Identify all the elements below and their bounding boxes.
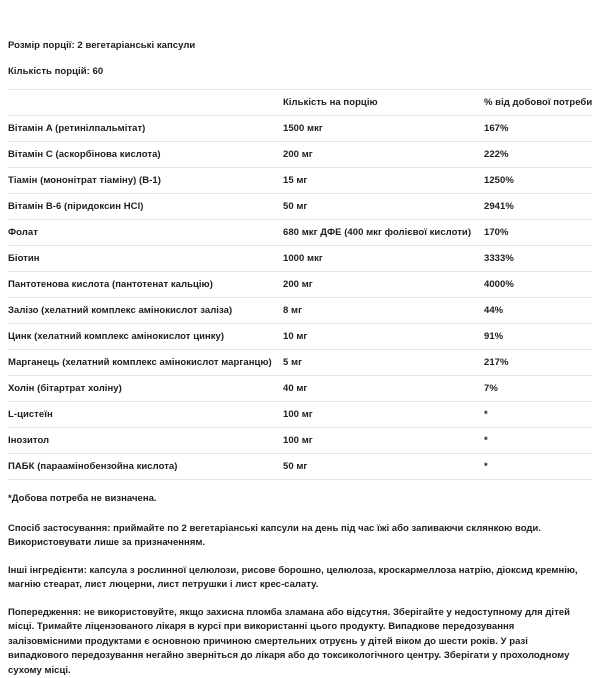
cell-nutrient: Пантотенова кислота (пантотенат кальцію) [8, 272, 283, 298]
cell-nutrient: Вітамін B-6 (піридоксин HCl) [8, 194, 283, 220]
cell-percent-daily-value: 167% [484, 116, 592, 142]
cell-nutrient: Марганець (хелатний комплекс амінокислот марганцю) [8, 350, 283, 376]
cell-amount: 100 мг [283, 402, 484, 428]
cell-nutrient: Цинк (хелатний комплекс амінокислот цинку) [8, 324, 283, 350]
cell-percent-daily-value: 91% [484, 324, 592, 350]
table-body [8, 116, 592, 480]
serving-info-block [8, 0, 592, 78]
cell-percent-daily-value: 3333% [484, 246, 592, 272]
supplement-facts-table [8, 89, 592, 480]
cell-amount: 5 мг [283, 350, 484, 376]
cell-nutrient: Біотин [8, 246, 283, 272]
table-row [8, 324, 592, 350]
cell-percent-daily-value: 44% [484, 298, 592, 324]
column-header-percent-daily-value: % від добової потреби [484, 90, 592, 116]
cell-amount: 1000 мкг [283, 246, 484, 272]
column-header-amount-per-serving: Кількість на порцію [283, 90, 484, 116]
cell-percent-daily-value: 217% [484, 350, 592, 376]
cell-amount: 10 мг [283, 324, 484, 350]
cell-nutrient: Вітамін C (аскорбінова кислота) [8, 142, 283, 168]
cell-nutrient: Залізо (хелатний комплекс амінокислот заліза) [8, 298, 283, 324]
cell-percent-daily-value: 1250% [484, 168, 592, 194]
table-row [8, 350, 592, 376]
cell-amount: 680 мкг ДФЕ (400 мкг фолієвої кислоти) [283, 220, 484, 246]
table-row [8, 220, 592, 246]
cell-percent-daily-value: 7% [484, 376, 592, 402]
table-header-row [8, 90, 592, 116]
cell-amount: 15 мг [283, 168, 484, 194]
table-row [8, 272, 592, 298]
table-row [8, 168, 592, 194]
table-row [8, 246, 592, 272]
cell-nutrient: ПАБК (параамінобензойна кислота) [8, 454, 283, 480]
cell-nutrient: Фолат [8, 220, 283, 246]
cell-percent-daily-value: * [484, 402, 592, 428]
notes-section [8, 480, 592, 678]
cell-amount: 50 мг [283, 454, 484, 480]
cell-amount: 8 мг [283, 298, 484, 324]
cell-amount: 100 мг [283, 428, 484, 454]
table-row [8, 376, 592, 402]
table-row [8, 142, 592, 168]
cell-nutrient: Тіамін (мононітрат тіаміну) (B-1) [8, 168, 283, 194]
column-header-nutrient [8, 90, 283, 116]
cell-percent-daily-value: 170% [484, 220, 592, 246]
table-row [8, 428, 592, 454]
cell-amount: 50 мг [283, 194, 484, 220]
cell-nutrient: Інозитол [8, 428, 283, 454]
table-row [8, 402, 592, 428]
table-row [8, 454, 592, 480]
table-header [8, 90, 592, 116]
other-ingredients-text: Інші інгредієнти: капсула з рослинної целюлози, рисове борошно, целюлоза, кроскармеллоза натрію, діоксид кремнію, магнію стеарат, лист люцерни, лист петрушки і лист крес-салату. [8, 564, 588, 593]
cell-amount: 1500 мкг [283, 116, 484, 142]
cell-amount: 200 мг [283, 272, 484, 298]
directions-text: Спосіб застосування: приймайте по 2 вегетаріанські капсули на день під час їжі або запиваючи склянкою води. Використовувати лише за призначенням. [8, 522, 588, 551]
daily-value-footnote: *Добова потреба не визначена. [8, 492, 588, 507]
table-row [8, 298, 592, 324]
cell-amount: 40 мг [283, 376, 484, 402]
table-row [8, 116, 592, 142]
warning-text: Попередження: не використовуйте, якщо захисна пломба зламана або відсутня. Зберігайте у недоступному для дітей місці. Тримайте ліцензованого лікаря в курсі при використанні цього продукту. Випадкове передозування залізовмісними продуктами є основною причиною смертельних отруєнь у дітей віком до шести років. У разі випадкового передозування негайно зверніться до лікаря або до токсикологічного центру. Зберігати у прохолодному сухому місці. [8, 606, 588, 678]
serving-size-line: Розмір порції: 2 вегетаріанські капсули [8, 40, 592, 52]
cell-percent-daily-value: * [484, 454, 592, 480]
cell-nutrient: Вітамін A (ретинілпальмітат) [8, 116, 283, 142]
cell-percent-daily-value: 222% [484, 142, 592, 168]
cell-percent-daily-value: 4000% [484, 272, 592, 298]
cell-amount: 200 мг [283, 142, 484, 168]
cell-percent-daily-value: 2941% [484, 194, 592, 220]
cell-nutrient: L-цистеїн [8, 402, 283, 428]
servings-per-container-line: Кількість порцій: 60 [8, 66, 592, 78]
table-row [8, 194, 592, 220]
cell-nutrient: Холін (бітартрат холіну) [8, 376, 283, 402]
cell-percent-daily-value: * [484, 428, 592, 454]
